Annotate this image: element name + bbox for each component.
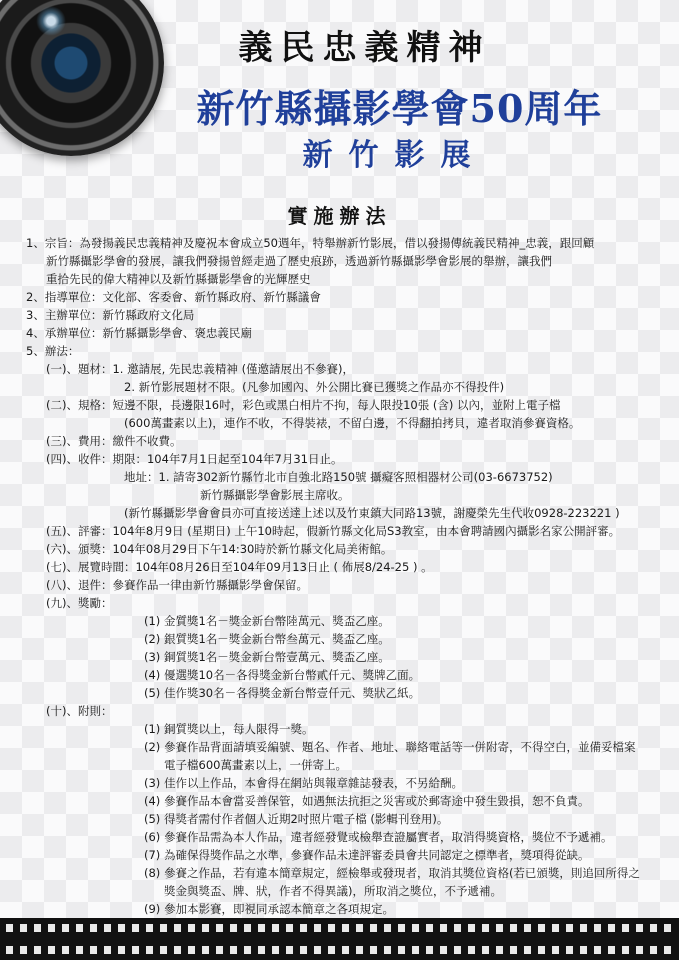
rule-line: (新竹縣攝影學會會員亦可直接送達上述以及竹東鎮大同路13號，謝慶榮先生代收0928-223221 ) xyxy=(124,506,620,520)
page-subtitle: 新竹影展 xyxy=(302,138,487,173)
rule-line: (七)、展覽時間：104年08月26日至104年09月13日止 ( 佈展8/24-25 ) 。 xyxy=(46,560,433,574)
rule-line: (5) 得獎者需付作者個人近期2吋照片電子檔 (影輯刊登用)。 xyxy=(144,812,449,826)
film-holes-top xyxy=(6,924,673,932)
rule-line: 2、指導單位：文化部、客委會、新竹縣政府、新竹縣議會 xyxy=(26,290,321,304)
rule-line: (十)、附則： xyxy=(46,704,113,718)
rule-line: (3) 銅質獎1名－獎金新台幣壹萬元、獎盃乙座。 xyxy=(144,650,390,664)
rule-line: 4、承辦單位：新竹縣攝影學會、褒忠義民廟 xyxy=(26,326,252,340)
rule-line: (2) 參賽作品背面請填妥編號、題名、作者、地址、聯絡電話等一併附寄，不得空白，並備妥檔案 xyxy=(144,740,636,754)
rule-line: (4) 優選獎10名－各得獎金新台幣貳仟元、獎牌乙面。 xyxy=(144,668,421,682)
section-title: 實施辦法 xyxy=(287,204,392,228)
rule-line: (三)、費用：繳件不收費。 xyxy=(46,434,182,448)
film-strip-footer xyxy=(0,918,679,960)
header-slogan: 義民忠義精神 xyxy=(238,28,491,68)
rule-line: (1) 金質獎1名－獎金新台幣陸萬元、獎盃乙座。 xyxy=(144,614,390,628)
rule-line: 3、主辦單位：新竹縣政府文化局 xyxy=(26,308,195,322)
rule-line: 1、宗旨：為發揚義民忠義精神及慶祝本會成立50週年，特舉辦新竹影展，借以發揚傳統義民精神_忠義，跟回顧 xyxy=(26,236,595,250)
page-title: 新竹縣攝影學會50周年 xyxy=(196,86,603,131)
rule-line: 電子檔600萬畫素以上，一併寄上。 xyxy=(164,758,347,772)
rule-line: (1) 銅質獎以上，每人限得一獎。 xyxy=(144,722,314,736)
rule-line: (7) 為確保得獎作品之水準，參賽作品未達評審委員會共同認定之標準者，獎項得從缺。 xyxy=(144,848,590,862)
rules-body xyxy=(26,234,658,936)
rule-line: (600萬畫素以上)，連作不收，不得裝裱，不留白邊，不得翻拍拷貝，違者取消參賽資格。 xyxy=(124,416,581,430)
rule-line: 新竹縣攝影學會影展主席收。 xyxy=(200,488,350,502)
rule-line: (4) 參賽作品本會當妥善保管，如遇無法抗拒之災害或於郵寄途中發生毀損，恕不負責。 xyxy=(144,794,590,808)
rule-line: (一)、題材：1. 邀請展, 先民忠義精神 (僅邀請展出不參賽)， xyxy=(46,362,355,376)
rule-line: (8) 參賽之作品，若有違本簡章規定，經檢舉或發現者，取消其獎位資格(若已頒獎，則追回所得之 xyxy=(144,866,640,880)
rule-line: 5、辦法： xyxy=(26,344,80,358)
lens-glint xyxy=(36,6,66,36)
film-holes-bottom xyxy=(6,946,673,954)
rule-line: 地址：1. 請寄302新竹縣竹北市自強北路150號 攝癡客照相器材公司(03-6673752) xyxy=(124,470,553,484)
rule-line: (3) 佳作以上作品，本會得在網站與報章雜誌發表，不另給酬。 xyxy=(144,776,463,790)
rule-line: (2) 銀質獎1名－獎金新台幣叁萬元、獎盃乙座。 xyxy=(144,632,390,646)
rule-line: 新竹縣攝影學會的發展，讓我們發揚曾經走過了歷史痕跡，透過新竹縣攝影學會影展的舉辦，讓我們 xyxy=(46,254,552,268)
rule-line: (九)、獎勵： xyxy=(46,596,113,610)
rule-line: (五)、評審：104年8月9日 (星期日) 上午10時起，假新竹縣文化局S3教室，由本會聘請國內攝影名家公開評審。 xyxy=(46,524,621,538)
rule-line: 獎金與獎盃、牌、狀，作者不得異議)，所取消之獎位，不予遞補。 xyxy=(164,884,502,898)
rule-line: (六)、頒獎：104年08月29日下午14:30時於新竹縣文化局美術館。 xyxy=(46,542,393,556)
rule-line: (二)、規格：短邊不限，長邊限16吋，彩色或黑白相片不拘，每人限投10張 (含) 以內，並附上電子檔 xyxy=(46,398,561,412)
rule-line: (5) 佳作獎30名－各得獎金新台幣壹仟元、獎狀乙紙。 xyxy=(144,686,421,700)
rule-line: (9) 參加本影賽，即視同承認本簡章之各項規定。 xyxy=(144,902,394,916)
rule-line: 2. 新竹影展題材不限。(凡參加國內、外公開比賽已獲獎之作品亦不得投件) xyxy=(124,380,505,394)
rule-line: (四)、收件：期限：104年7月1日起至104年7月31日止。 xyxy=(46,452,343,466)
rule-line: (6) 參賽作品需為本人作品，違者經發覺或檢舉查證屬實者，取消得獎資格，獎位不予遞補。 xyxy=(144,830,613,844)
rule-line: 重拾先民的偉大精神以及新竹縣攝影學會的光輝歷史 xyxy=(46,272,311,286)
rule-line: (八)、退件：參賽作品一律由新竹縣攝影學會保留。 xyxy=(46,578,308,592)
